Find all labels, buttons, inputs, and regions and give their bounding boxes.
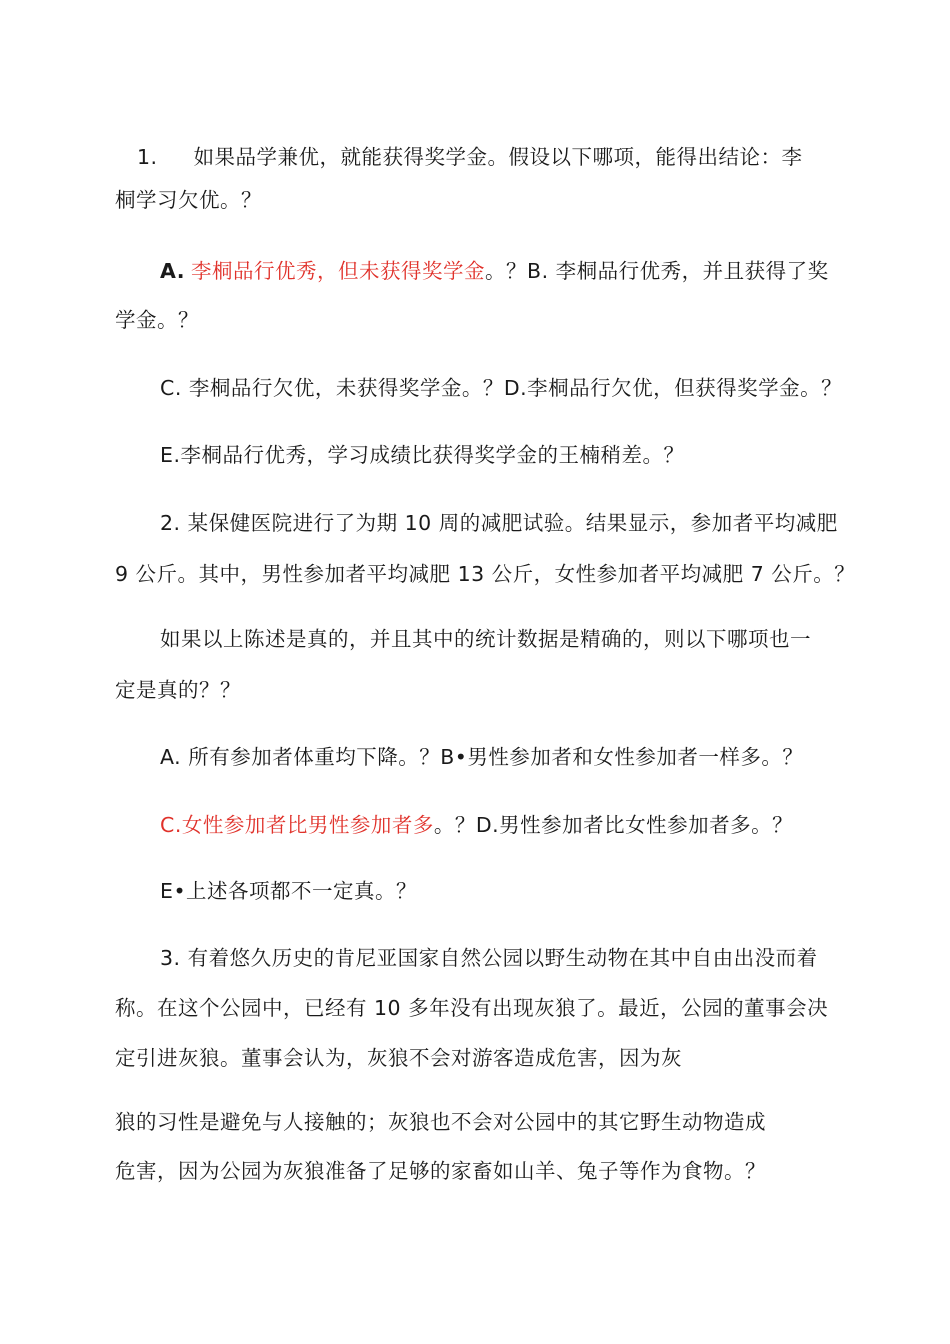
q1-option-b-continuation: 学金。？ — [115, 308, 199, 332]
q1-line-2: 桐学习欠优。？ — [115, 188, 262, 212]
q2-line-1: 2. 某保健医院进行了为期 10 周的减肥试验。结果显示，参加者平均减肥 — [160, 511, 838, 535]
q2-option-c-line — [160, 811, 793, 839]
q3-line-4: 狼的习性是避免与人接触的；灰狼也不会对公园中的其它野生动物造成 — [115, 1110, 766, 1134]
q1-option-a-letter: A. — [160, 259, 186, 283]
q1-stem-text: 如果品学兼优，就能获得奖学金。假设以下哪项，能得出结论：李 — [193, 145, 803, 169]
q1-option-b-text: 。？B. 李桐品行优秀，并且获得了奖 — [485, 259, 829, 283]
q3-line-3: 定引进灰狼。董事会认为，灰狼不会对游客造成危害，因为灰 — [115, 1046, 682, 1070]
q1-option-e: E.李桐品行优秀，学习成绩比获得奖学金的王楠稍差。？ — [160, 443, 685, 467]
q2-line-2: 9 公斤。其中，男性参加者平均减肥 13 公斤，女性参加者平均减肥 7 公斤。？ — [115, 562, 856, 586]
q1-number: 1. — [137, 145, 158, 169]
q3-line-5: 危害，因为公园为灰狼准备了足够的家畜如山羊、兔子等作为食物。？ — [115, 1159, 766, 1183]
q3-line-1: 3. 有着悠久历史的肯尼亚国家自然公园以野生动物在其中自由出没而着 — [160, 946, 818, 970]
q1-option-a-answer: 李桐品行优秀，但未获得奖学金 — [191, 259, 486, 283]
q2-option-e: E•上述各项都不一定真。？ — [160, 879, 418, 903]
q1-options-c-d: C. 李桐品行欠优，未获得奖学金。？D.李桐品行欠优，但获得奖学金。？ — [160, 376, 843, 400]
q2-options-a-b: A. 所有参加者体重均下降。？B•男性参加者和女性参加者一样多。？ — [160, 745, 804, 769]
q2-option-c-answer: C.女性参加者比男性参加者多 — [160, 813, 434, 837]
q1-option-a-line — [160, 257, 829, 285]
q1-line-1 — [137, 143, 803, 171]
q2-line-4: 定是真的？？ — [115, 678, 241, 702]
q2-option-d-text: 。？D.男性参加者比女性参加者多。？ — [433, 813, 794, 837]
q3-line-2: 称。在这个公园中，已经有 10 多年没有出现灰狼了。最近，公园的董事会决 — [115, 996, 829, 1020]
q2-line-3: 如果以上陈述是真的，并且其中的统计数据是精确的，则以下哪项也一 — [160, 627, 811, 651]
